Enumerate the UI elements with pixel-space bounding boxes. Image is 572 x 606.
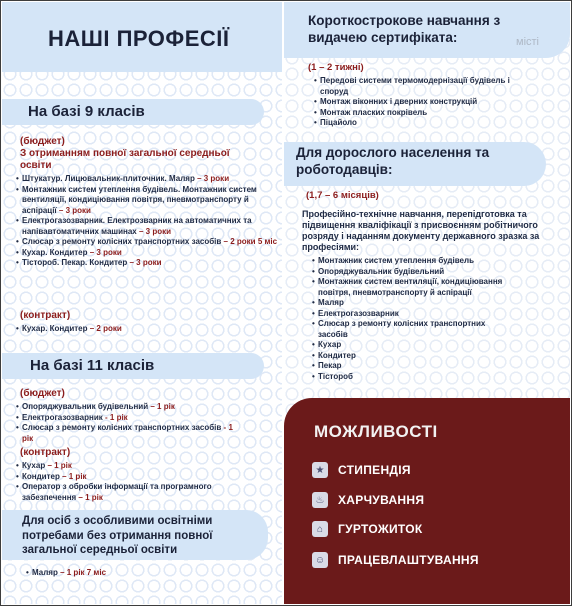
section-9-contract-label: (контракт) bbox=[20, 310, 71, 321]
short-course-list bbox=[314, 76, 534, 129]
list-item: • Слюсар з ремонту колісних транспортних засобів - 1 рік bbox=[16, 423, 236, 444]
list-item: • Монтажник систем утеплення будівель bbox=[312, 256, 512, 267]
list-item: • Монтажник систем вентиляції, кондиціювання повітря, пневмотранспорту й аспірації bbox=[312, 277, 512, 298]
list-item: • Електрогазозварник bbox=[312, 309, 512, 320]
adult-duration: (1,7 – 6 місяців) bbox=[306, 190, 379, 201]
section-11-budget-label: (бюджет) bbox=[20, 388, 65, 399]
opportunity-label: ХАРЧУВАННЯ bbox=[338, 493, 425, 507]
list-item: • Оператор з обробки інформації та програмного забезпечення – 1 рік bbox=[16, 482, 238, 503]
special-heading: Для осіб з особливими освітніми потребами без отримання повної загальної середньої освіти bbox=[22, 515, 213, 556]
section-9-heading: На базі 9 класів bbox=[28, 103, 145, 120]
list-item: • Електрогазозварник. Електрозварник на автоматичних та напівавтоматичних машинах – 3 роки bbox=[16, 216, 278, 237]
list-item: • Слюсар з ремонту колісних транспортних засобів – 2 роки 5 міс bbox=[16, 237, 278, 248]
list-item: • Електрогазозварник - 1 рік bbox=[16, 413, 236, 424]
list-item: • Тістороб. Пекар. Кондитер – 3 роки bbox=[16, 258, 278, 269]
list-item: • Кухар. Кондитер – 3 роки bbox=[16, 248, 278, 259]
adult-list bbox=[312, 256, 512, 382]
list-item: • Кухар – 1 рік bbox=[16, 461, 238, 472]
list-item: • Слюсар з ремонту колісних транспортних засобів bbox=[312, 319, 512, 340]
opportunity-label: ПРАЦЕВЛАШТУВАННЯ bbox=[338, 553, 479, 567]
list-item: • Монтаж віконних і дверних конструкцій bbox=[314, 97, 534, 108]
list-item: • Кондитер – 1 рік bbox=[16, 472, 238, 483]
adult-title: Для дорослого населення та роботодавців: bbox=[296, 145, 490, 177]
watermark-text: місті bbox=[516, 36, 539, 48]
left-panel bbox=[2, 2, 282, 604]
opportunities-title: МОЖЛИВОСТІ bbox=[314, 422, 438, 441]
list-item: • Монтажник систем утеплення будівель. Монтажник систем вентиляції, кондиціювання повітря, пневмотранспорту й аспірації – 3 роки bbox=[16, 185, 278, 217]
list-item: • Маляр bbox=[312, 298, 512, 309]
special-list bbox=[26, 568, 246, 579]
section-9-budget-label: (бюджет) bbox=[20, 136, 65, 147]
opportunity-food bbox=[312, 490, 424, 510]
section-11-heading: На базі 11 класів bbox=[30, 357, 155, 374]
opportunity-label: СТИПЕНДІЯ bbox=[338, 463, 411, 477]
list-item: • Кондитер bbox=[312, 351, 512, 362]
opportunity-dormitory bbox=[312, 519, 422, 539]
employment-icon: ☺ bbox=[312, 552, 328, 568]
list-item: • Маляр – 1 рік 7 міс bbox=[26, 568, 246, 579]
section-9-contract-list bbox=[16, 324, 278, 335]
dormitory-icon: ⌂ bbox=[312, 521, 328, 537]
list-item: • Пекар bbox=[312, 361, 512, 372]
list-item: • Опоряджувальник будівельний bbox=[312, 267, 512, 278]
list-item: • Тістороб bbox=[312, 372, 512, 383]
list-item: • Кухар. Кондитер – 2 роки bbox=[16, 324, 278, 335]
scholarship-icon: ★ bbox=[312, 462, 328, 478]
adult-paragraph: Професійно-технічне навчання, перепідготовка та підвищення кваліфікації з присвоєнням робітничого розряду і наданням документу державного зразка за професіями: bbox=[302, 209, 540, 252]
section-11-contract-list bbox=[16, 461, 238, 503]
short-course-title: Короткострокове навчання з видачею сертифіката: bbox=[308, 13, 501, 45]
opportunity-employment bbox=[312, 550, 479, 570]
list-item: • Штукатур. Лицювальник-плиточник. Маляр – 3 роки bbox=[16, 174, 278, 185]
page-title: НАШІ ПРОФЕСІЇ bbox=[48, 26, 230, 51]
section-11-contract-label: (контракт) bbox=[20, 447, 71, 458]
list-item: • Монтаж пласких покрівель bbox=[314, 108, 534, 119]
section-9-budget-list bbox=[16, 174, 278, 269]
opportunities-panel bbox=[284, 398, 570, 604]
list-item: • Передові системи термомодернізації будівель і споруд bbox=[314, 76, 534, 97]
short-course-duration: (1 – 2 тижні) bbox=[308, 62, 364, 73]
section-11-budget-list bbox=[16, 402, 236, 444]
opportunity-label: ГУРТОЖИТОК bbox=[338, 522, 423, 536]
list-item: • Кухар bbox=[312, 340, 512, 351]
list-item: • Піцайоло bbox=[314, 118, 534, 129]
opportunity-scholarship bbox=[312, 460, 411, 480]
section-9-budget-sub: З отриманням повної загальної середньої освіти bbox=[20, 148, 230, 171]
food-icon: ♨ bbox=[312, 492, 328, 508]
list-item: • Опоряджувальник будівельний – 1 рік bbox=[16, 402, 236, 413]
right-panel bbox=[284, 2, 570, 604]
